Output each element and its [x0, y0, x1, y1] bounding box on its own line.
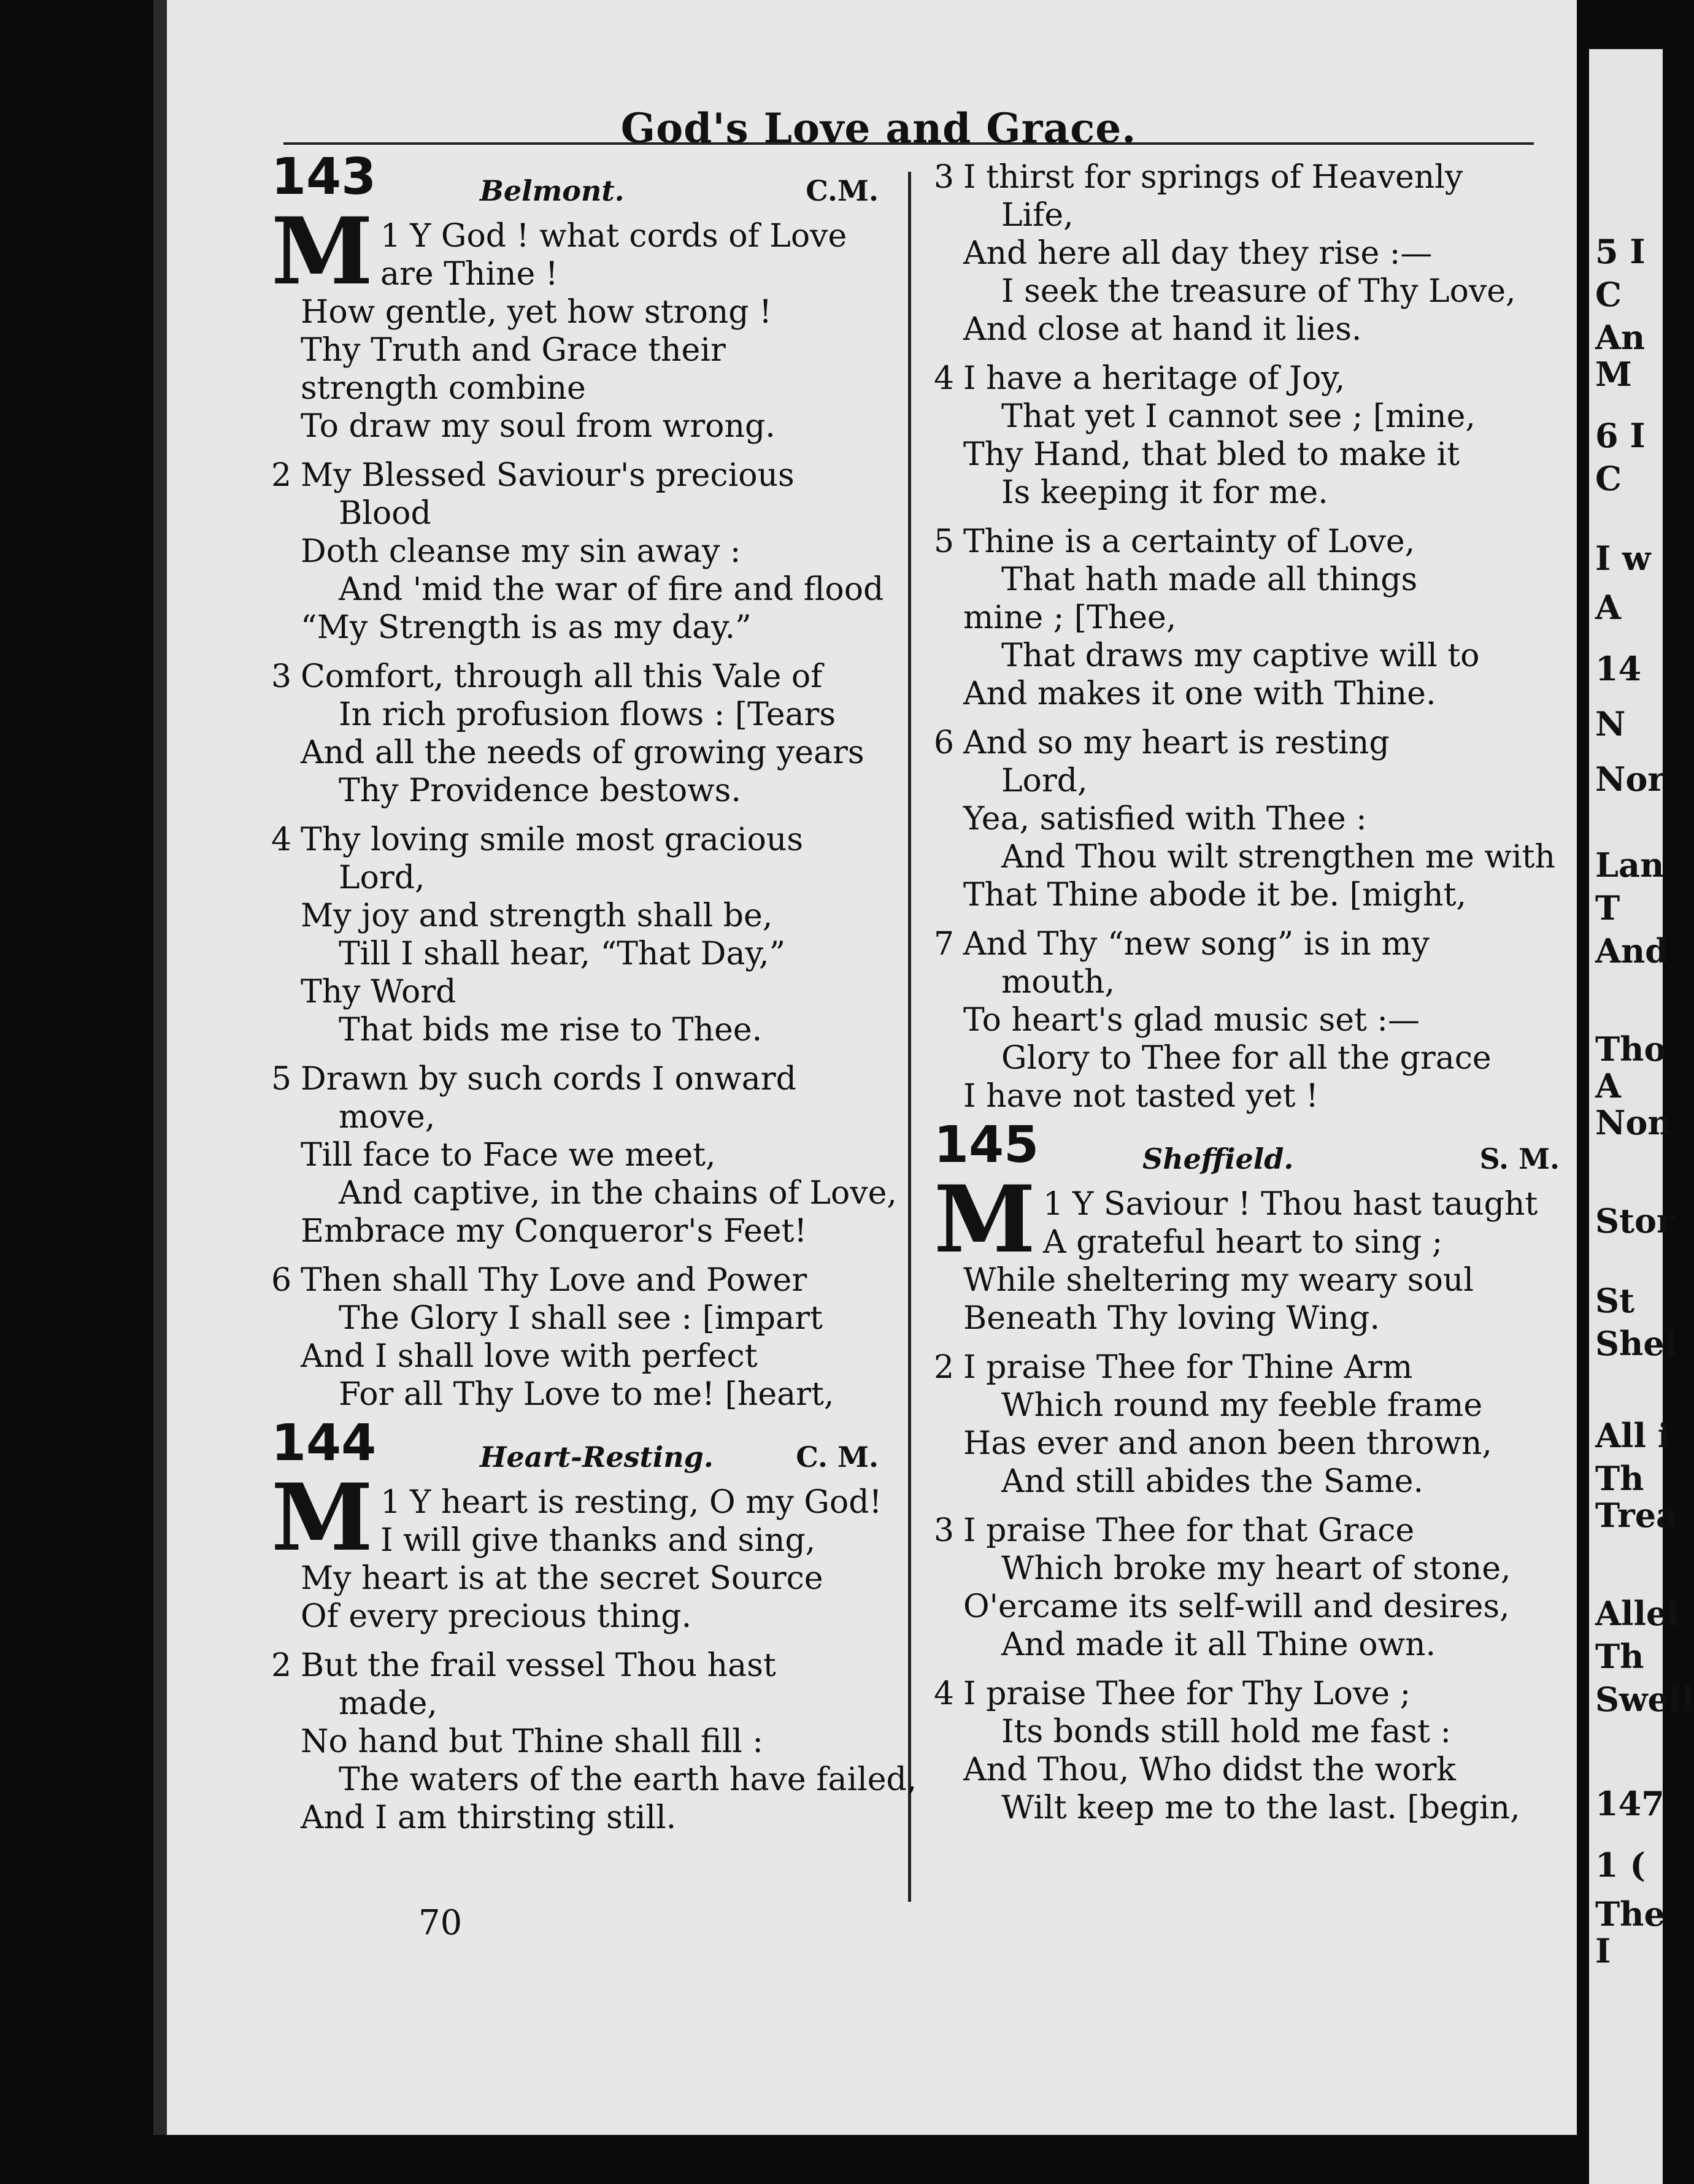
- column-divider: [908, 172, 911, 1902]
- page-header: God's Love and Grace.: [620, 104, 1137, 152]
- verse: [934, 1348, 1566, 1501]
- verse-line: [934, 1386, 1566, 1425]
- verse-line: [934, 1077, 1566, 1115]
- verse-line: [934, 1512, 1566, 1550]
- fragment-text: C: [1595, 459, 1622, 498]
- verse-line: [934, 925, 1566, 963]
- verse-number: 6: [271, 1262, 292, 1299]
- line-text: I will give thanks and sing,: [380, 1522, 816, 1559]
- verse: [271, 1464, 885, 1636]
- verse: [934, 724, 1566, 914]
- verse-line: [271, 897, 885, 935]
- line-text: Till I shall hear, “That Day,”: [339, 936, 786, 972]
- line-text: While sheltering my weary soul: [963, 1262, 1474, 1299]
- line-text: That yet I cannot see ; [mine,: [1001, 398, 1476, 435]
- fragment-text: A: [1595, 588, 1621, 627]
- line-text: Y God ! what cords of Love: [410, 218, 847, 255]
- verse-number: 1: [380, 1484, 401, 1521]
- line-text: And still abides the Same.: [1001, 1463, 1423, 1500]
- line-text: The waters of the earth have failed,: [339, 1761, 917, 1798]
- verse-line: [934, 1039, 1566, 1077]
- fragment-text: Lan: [1595, 845, 1665, 885]
- line-text: Yea, satisfied with Thee :: [963, 801, 1367, 837]
- line-text: Thine is a certainty of Love,: [963, 523, 1415, 560]
- verse-line: [271, 821, 885, 859]
- line-text: For all Thy Love to me! [heart,: [339, 1376, 834, 1413]
- fragment-text: 1 (: [1595, 1845, 1646, 1885]
- verse-line: [934, 398, 1566, 436]
- verse-line: [271, 1647, 885, 1685]
- line-text: Which broke my heart of stone,: [1001, 1550, 1511, 1587]
- verse-line: [271, 1098, 885, 1136]
- verse-number: 3: [934, 1512, 955, 1549]
- verse-line: [934, 838, 1566, 876]
- verse: [271, 658, 885, 810]
- line-text: Thy Truth and Grace their: [301, 332, 726, 369]
- tune-name: Heart-Resting.: [480, 1440, 714, 1474]
- verse: [934, 523, 1566, 713]
- line-text: Has ever and anon been thrown,: [963, 1425, 1492, 1462]
- verse-line: [934, 310, 1566, 348]
- verse-line: [934, 876, 1566, 914]
- line-text: And Thy “new song” is in my: [963, 926, 1430, 963]
- verse-line: [934, 272, 1566, 310]
- fragment-text: And: [1595, 931, 1668, 971]
- line-text: Life,: [1001, 197, 1074, 234]
- verse-line: [934, 1463, 1566, 1501]
- verse-number: 1: [380, 218, 401, 255]
- verse-number: 5: [271, 1061, 292, 1098]
- verse-line: [271, 935, 885, 973]
- fragment-text: 14: [1595, 649, 1642, 688]
- verse-line: [934, 963, 1566, 1001]
- line-text: My joy and strength shall be,: [301, 898, 773, 934]
- verse-line: [271, 1723, 885, 1761]
- verse-line: [271, 571, 885, 609]
- verse-line: [934, 1348, 1566, 1386]
- line-text: Which round my feeble frame: [1001, 1387, 1483, 1424]
- line-text: And I am thirsting still.: [301, 1799, 677, 1836]
- line-text: Its bonds still hold me fast :: [1001, 1713, 1451, 1750]
- left-column: [271, 148, 917, 1848]
- line-text: How gentle, yet how strong !: [301, 294, 772, 331]
- verse-line: [934, 1789, 1566, 1827]
- verse-number: 3: [271, 658, 292, 695]
- line-text: mouth,: [1001, 964, 1115, 1001]
- verse-line: [934, 561, 1566, 599]
- meter: C. M.: [796, 1440, 879, 1474]
- line-text: Of every precious thing.: [301, 1598, 692, 1635]
- line-text: Then shall Thy Love and Power: [301, 1262, 807, 1299]
- verse-line: [934, 1751, 1566, 1789]
- verse: [934, 158, 1566, 348]
- verse-line: [271, 658, 885, 696]
- verse-line: [271, 1559, 885, 1598]
- fragment-text: Swell: [1595, 1680, 1694, 1719]
- verse-line: [934, 1261, 1566, 1299]
- verse: [934, 1512, 1566, 1664]
- verse-line: [934, 762, 1566, 800]
- verse: [271, 1060, 897, 1250]
- tune-name: Belmont.: [480, 174, 625, 207]
- fragment-text: M: [1595, 355, 1632, 394]
- verse-line: [934, 800, 1566, 838]
- verse: [934, 1166, 1566, 1337]
- fragment-text: C: [1595, 275, 1622, 314]
- verse-line: [271, 1011, 885, 1049]
- fragment-text: Trea: [1595, 1496, 1678, 1535]
- line-text: And made it all Thine own.: [1001, 1626, 1436, 1663]
- hymnal-page: [153, 0, 1577, 2135]
- verse-line: [271, 331, 885, 369]
- line-text: Lord,: [1001, 763, 1088, 799]
- fragment-text: All i: [1595, 1416, 1671, 1455]
- verse-line: [271, 494, 885, 533]
- verse-line: [271, 1299, 885, 1337]
- fragment-text: Allel: [1595, 1594, 1680, 1633]
- fragment-text: T: [1595, 888, 1620, 928]
- line-text: My heart is at the secret Source: [301, 1560, 823, 1597]
- verse-line: [934, 599, 1566, 637]
- verse: [271, 821, 885, 1049]
- line-text: In rich profusion flows : [Tears: [339, 696, 836, 733]
- fragment-text: The: [1595, 1894, 1665, 1934]
- verse-number: 7: [934, 926, 955, 963]
- line-text: And 'mid the war of fire and flood: [339, 571, 884, 608]
- verse-line: [271, 772, 885, 810]
- meter: C.M.: [806, 174, 879, 207]
- hymn-number: 145: [934, 1116, 1039, 1174]
- verse-line: [271, 1598, 885, 1636]
- line-text: And here all day they rise :—: [963, 235, 1433, 272]
- line-text: made,: [339, 1685, 437, 1722]
- verse-line: [934, 1001, 1566, 1039]
- line-text: Lord,: [339, 859, 425, 896]
- fragment-text: Non: [1595, 1103, 1672, 1142]
- line-text: Glory to Thee for all the grace: [1001, 1040, 1492, 1077]
- page-number: 70: [418, 1903, 463, 1943]
- fragment-text: An: [1595, 318, 1646, 357]
- fragment-text: Nor: [1595, 759, 1665, 799]
- verse: [934, 925, 1566, 1115]
- verse-number: 1: [1043, 1186, 1064, 1223]
- line-text: Blood: [339, 495, 431, 532]
- verse-line: [271, 1261, 885, 1299]
- facing-page-fragment: [1589, 49, 1694, 2184]
- verse-number: 4: [934, 1675, 955, 1712]
- line-text: My Blessed Saviour's precious: [301, 457, 795, 494]
- line-text: And Thou, Who didst the work: [963, 1751, 1456, 1788]
- drop-capital: M: [271, 198, 374, 306]
- line-text: That bids me rise to Thee.: [339, 1012, 763, 1048]
- verse-line: [271, 456, 885, 494]
- fragment-text: Stor: [1595, 1201, 1674, 1240]
- verse-line: [934, 1626, 1566, 1664]
- line-text: And all the needs of growing years: [301, 734, 864, 771]
- line-text: Beneath Thy loving Wing.: [963, 1300, 1380, 1337]
- line-text: Embrace my Conqueror's Feet!: [301, 1213, 807, 1250]
- verse-line: [271, 1761, 917, 1799]
- line-text: I thirst for springs of Heavenly: [963, 159, 1463, 196]
- verse-line: [271, 1060, 885, 1098]
- verse-line: [934, 474, 1566, 512]
- line-text: That hath made all things: [1001, 561, 1418, 598]
- verse-number: 3: [934, 159, 955, 196]
- line-text: Drawn by such cords I onward: [301, 1061, 796, 1098]
- verse-line: [934, 637, 1566, 675]
- line-text: The Glory I shall see : [impart: [339, 1300, 823, 1337]
- verse-line: [271, 696, 885, 734]
- drop-capital: M: [934, 1166, 1036, 1274]
- verse-number: 2: [271, 457, 292, 494]
- verse-line: [934, 523, 1566, 561]
- line-text: Y Saviour ! Thou hast taught: [1072, 1186, 1538, 1223]
- line-text: That draws my captive will to: [1001, 637, 1480, 674]
- fragment-text: Th: [1595, 1459, 1644, 1498]
- fragment-text: A: [1595, 1066, 1621, 1105]
- line-text: move,: [339, 1099, 436, 1136]
- verse-line: [934, 234, 1566, 272]
- line-text: I praise Thee for Thine Arm: [963, 1349, 1413, 1386]
- verse-line: [271, 369, 885, 407]
- verse: [271, 198, 885, 445]
- fragment-text: Shel: [1595, 1324, 1677, 1363]
- right-column: [934, 158, 1566, 1838]
- line-text: strength combine: [301, 370, 586, 407]
- verse-line: [934, 724, 1566, 762]
- fragment-text: N: [1595, 704, 1626, 744]
- line-text: And I shall love with perfect: [301, 1338, 758, 1375]
- verse: [271, 1647, 917, 1837]
- line-text: Wilt keep me to the last. [begin,: [1001, 1790, 1520, 1826]
- verse-line: [934, 1675, 1566, 1713]
- verse-line: [934, 1713, 1566, 1751]
- verse-line: [271, 1799, 885, 1837]
- line-text: Doth cleanse my sin away :: [301, 533, 741, 570]
- line-text: Comfort, through all this Vale of: [301, 658, 823, 695]
- verse-line: [934, 436, 1566, 474]
- line-text: are Thine !: [380, 256, 558, 293]
- fragment-text: 147: [1595, 1784, 1665, 1823]
- verse-number: 2: [934, 1349, 955, 1386]
- verse-line: [271, 1375, 885, 1413]
- line-text: And close at hand it lies.: [963, 311, 1362, 348]
- verse-line: [934, 1425, 1566, 1463]
- verse-number: 5: [934, 523, 955, 560]
- hymn-number: 143: [271, 148, 377, 206]
- fragment-text: 6 I: [1595, 416, 1646, 455]
- line-text: Thy Hand, that bled to make it: [963, 436, 1460, 473]
- verse-line: [271, 1337, 885, 1375]
- verse-line: [271, 973, 885, 1011]
- meter: S. M.: [1479, 1142, 1560, 1175]
- line-text: “My Strength is as my day.”: [301, 609, 752, 646]
- verse-line: [271, 1212, 885, 1250]
- tune-name: Sheffield.: [1142, 1142, 1294, 1175]
- line-text: Y heart is resting, O my God!: [410, 1484, 882, 1521]
- line-text: Thy loving smile most gracious: [301, 821, 803, 858]
- line-text: But the frail vessel Thou hast: [301, 1647, 776, 1684]
- verse-number: 2: [271, 1647, 292, 1684]
- verse-line: [271, 293, 885, 331]
- verse-line: [271, 859, 885, 897]
- line-text: To heart's glad music set :—: [963, 1002, 1420, 1039]
- line-text: A grateful heart to sing ;: [1043, 1224, 1443, 1261]
- verse-line: [934, 196, 1566, 234]
- verse-line: [934, 1588, 1566, 1626]
- fragment-text: I w: [1595, 539, 1651, 578]
- line-text: And captive, in the chains of Love,: [339, 1175, 897, 1212]
- fragment-text: Th: [1595, 1637, 1644, 1676]
- line-text: I praise Thee for Thy Love ;: [963, 1675, 1411, 1712]
- verse: [934, 1675, 1566, 1827]
- verse-line: [271, 407, 885, 445]
- verse-line: [934, 1550, 1566, 1588]
- line-text: Till face to Face we meet,: [301, 1137, 716, 1174]
- line-text: I praise Thee for that Grace: [963, 1512, 1415, 1549]
- verse-line: [934, 1299, 1566, 1337]
- verse: [934, 360, 1566, 512]
- verse-line: [934, 675, 1566, 713]
- line-text: No hand but Thine shall fill :: [301, 1723, 763, 1760]
- verse-line: [271, 1136, 885, 1174]
- fragment-text: Tho: [1595, 1029, 1666, 1069]
- verse-line: [271, 533, 885, 571]
- verse-line: [271, 1174, 897, 1212]
- hymn-number: 144: [271, 1414, 377, 1472]
- line-text: And Thou wilt strengthen me with: [1001, 839, 1555, 875]
- verse: [271, 1261, 885, 1413]
- line-text: Thy Providence bestows.: [339, 772, 741, 809]
- line-text: I seek the treasure of Thy Love,: [1001, 273, 1516, 310]
- line-text: And makes it one with Thine.: [963, 675, 1436, 712]
- line-text: mine ; [Thee,: [963, 599, 1177, 636]
- line-text: Is keeping it for me.: [1001, 474, 1328, 511]
- fragment-text: St: [1595, 1281, 1634, 1320]
- fragment-text: I: [1595, 1931, 1611, 1971]
- verse-line: [271, 1685, 885, 1723]
- verse-number: 4: [271, 821, 292, 858]
- verse-line: [934, 158, 1566, 196]
- drop-capital: M: [271, 1464, 374, 1572]
- verse-line: [271, 609, 885, 647]
- verse: [271, 456, 885, 647]
- header-rule: [283, 142, 1534, 145]
- verse-line: [271, 734, 885, 772]
- verse-line: [934, 360, 1566, 398]
- fragment-text: 5 I: [1595, 232, 1646, 271]
- line-text: I have not tasted yet !: [963, 1078, 1319, 1115]
- line-text: And so my heart is resting: [963, 725, 1390, 761]
- line-text: Thy Word: [301, 974, 456, 1010]
- verse-number: 6: [934, 725, 955, 761]
- line-text: That Thine abode it be. [might,: [963, 877, 1466, 913]
- verse-number: 4: [934, 360, 955, 397]
- line-text: O'ercame its self-will and desires,: [963, 1588, 1510, 1625]
- line-text: I have a heritage of Joy,: [963, 360, 1346, 397]
- line-text: To draw my soul from wrong.: [301, 408, 776, 445]
